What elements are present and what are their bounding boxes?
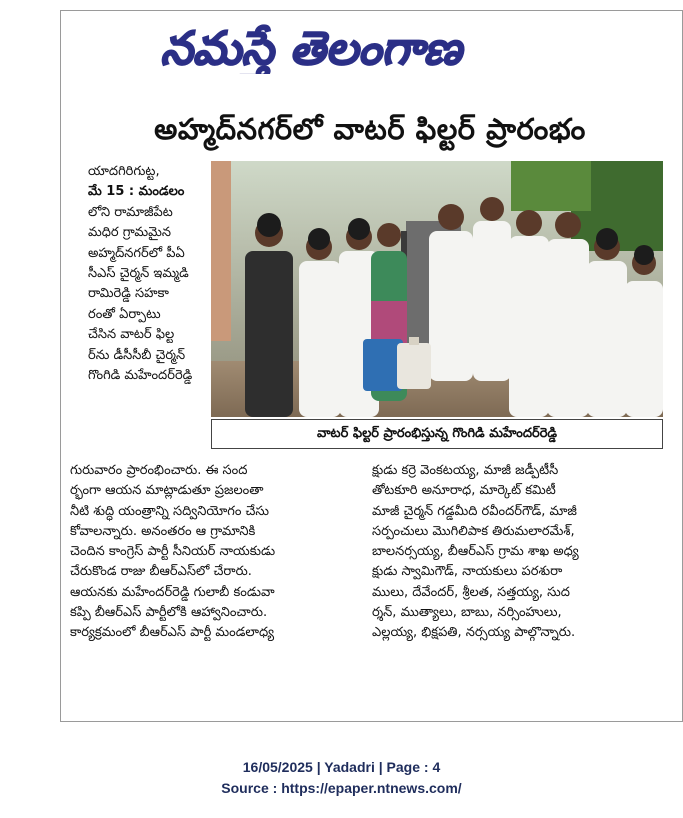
text-line: చేరుకొండ రాజు బీఆర్‌ఎస్‌లో చేరారు. [70,564,252,580]
text-line: రామిరెడ్డి సహకా [88,286,169,302]
article-left-column [88,162,206,386]
article-bottom-right-column [372,461,662,644]
text-line: మాజీ చైర్మన్ గడ్డమీది రవీందర్‌గౌడ్, మాజీ [372,503,577,519]
text-line: మధిర గ్రామమైన [88,225,171,241]
text-line: చేసిన వాటర్ ఫిల్ట [88,327,175,343]
article-headline: అహ్మద్‌నగర్‌లో వాటర్ ఫిల్టర్ ప్రారంభం [154,112,586,146]
text-line: ర్‌ను డీసీసీబీ చైర్మన్ [88,347,186,363]
text-line: ములు, దేవేందర్, శ్రీలత, సత్తయ్య, సుద [372,584,570,600]
text-line: సర్పంచులు మొగిలిపాక తిరుమలారమేశ్, [372,523,575,539]
text-line: నీటి శుద్ధి యంత్రాన్ని సద్వినియోగం చేసు [70,503,270,519]
svg-text:నమస్తే తెలంగాణ: నమస్తే తెలంగాణ [160,21,462,74]
text-line: కోవాలన్నారు. అనంతరం ఆ గ్రామానికి [70,523,256,539]
masthead-logo [86,18,536,74]
text-line: యాదగిరిగుట్ట, [88,164,160,179]
text-line: గొంగిడి మహేందర్‌రెడ్డి [88,368,193,384]
text-line: చెందిన కాంగ్రెస్ పార్టీ సీనియర్ నాయకుడు [70,544,276,560]
text-line: కార్యక్రమంలో బీఆర్‌ఎస్ పార్టీ మండలాధ్య [70,625,275,641]
news-photo [211,161,663,417]
text-line: ర్భంగా ఆయన మాట్లాడుతూ ప్రజలంతా [70,483,264,499]
photo-caption: వాటర్ ఫిల్టర్ ప్రారంభిస్తున్న గొంగిడి మహేందర్‌రెడ్డి [211,419,663,449]
article-bottom-left-column [70,461,360,644]
text-line: ఎల్లయ్య, భిక్షపతి, నర్సయ్య పాల్గొన్నారు. [372,625,576,641]
footer-date-line: 16/05/2025 | Yadadri | Page : 4 [242,759,441,775]
text-line: సీఎస్ చైర్మన్ ఇమ్మడి [88,266,189,282]
text-line: కప్పి బీఆర్‌ఎస్ పార్టీలోకి ఆహ్వానించారు. [70,605,268,621]
text-line: లోని రామాజీపేట [88,204,173,220]
text-line: తోటకూరి అనూరాధ, మార్కెట్ కమిటీ [372,483,556,499]
text-line: అహ్మద్‌నగర్‌లో పీఏ [88,245,185,261]
footer-source-line: Source : https://epaper.ntnews.com/ [221,780,462,796]
text-line: ర్శన్, ముత్యాలు, బాబు, నర్సింహులు, [372,605,562,621]
text-line: క్షుడు కర్రె వెంకటయ్య, మాజీ జడ్పీటీసీ [372,463,559,478]
text-line: బాలనర్సయ్య, బీఆర్‌ఎస్ గ్రామ శాఖ అధ్య [372,544,579,560]
text-line: రంతో ఏర్పాటు [88,306,161,322]
text-line: క్షుడు స్వామిగౌడ్, నాయకులు పరశురా [372,564,563,580]
text-line: ఆయనకు మహేందర్‌రెడ్డి గులాబీ కండువా [70,584,275,600]
text-line: గురువారం ప్రారంభించారు. ఈ సంద [70,463,248,478]
text-line: మే 15 : మండలం [88,184,185,200]
